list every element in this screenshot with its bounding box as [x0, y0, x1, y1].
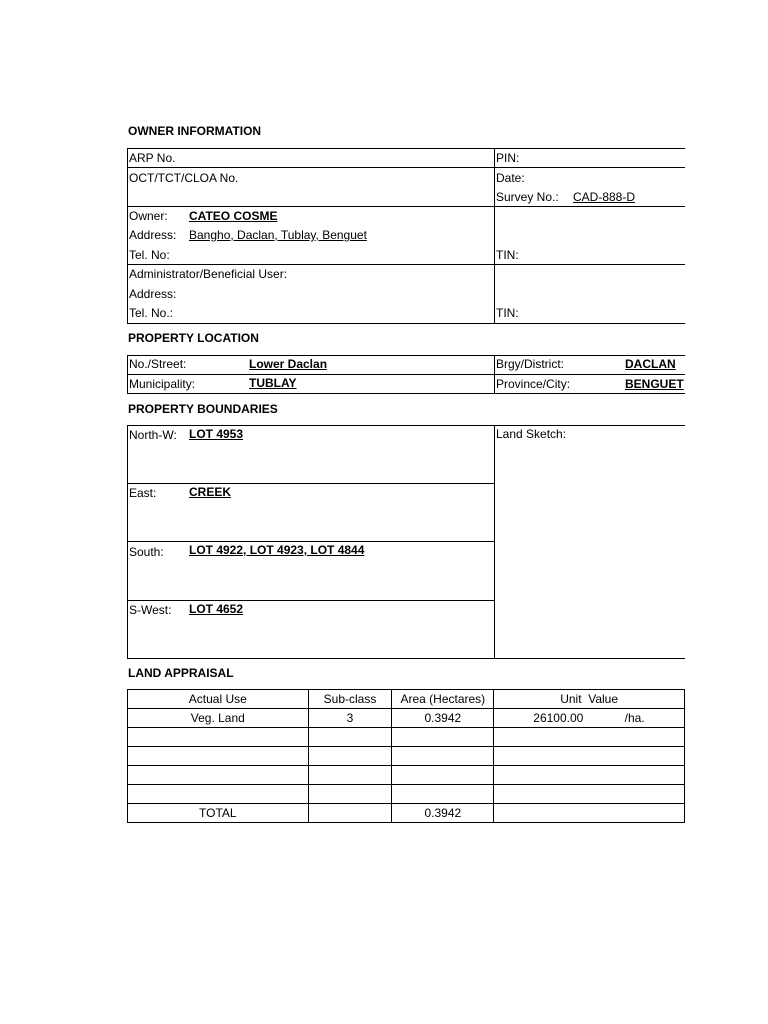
owner-address-value: Bangho, Daclan, Tublay, Benguet [189, 228, 367, 242]
table-row [128, 747, 685, 766]
boundary-east-label: East: [129, 486, 157, 500]
header-sub-class: Sub-class [308, 690, 392, 709]
province-label: Province/City: [496, 377, 571, 391]
survey-label: Survey No.: [496, 190, 559, 204]
table-row [128, 709, 685, 728]
boundary-row-line [127, 483, 495, 484]
appraisal-header-row [128, 690, 685, 709]
total-label: TOTAL [128, 804, 309, 823]
empty-cell [494, 728, 685, 747]
empty-cell [494, 747, 685, 766]
empty-cell [308, 766, 392, 785]
municipality-label: Municipality: [129, 377, 196, 391]
oct-tct-cloa-label: OCT/TCT/CLOA No. [129, 171, 239, 185]
property-boundaries-box [127, 425, 685, 659]
owner-tel-label: Tel. No: [129, 248, 170, 262]
boundary-southwest-label: S-West: [129, 603, 172, 617]
boundary-east-value: CREEK [189, 485, 232, 499]
boundaries-box-divider [494, 425, 495, 659]
table-row [128, 785, 685, 804]
arp-label: ARP No. [129, 151, 176, 165]
empty-cell [308, 747, 392, 766]
unit-value-amount: 26100.00 [533, 711, 584, 725]
boundary-north-label: North-W: [129, 428, 177, 442]
boundary-row-line [127, 541, 495, 542]
empty-cell [308, 785, 392, 804]
administrator-label: Administrator/Beneficial User: [129, 267, 288, 281]
brgy-label: Brgy/District: [496, 357, 565, 371]
street-label: No./Street: [129, 357, 187, 371]
administrator-tin-label: TIN: [496, 306, 519, 320]
owner-row-line [127, 167, 685, 168]
date-label: Date: [496, 171, 525, 185]
owner-row-line [127, 206, 685, 207]
location-row-line [127, 374, 685, 375]
empty-cell [128, 747, 309, 766]
land-sketch-label: Land Sketch: [496, 427, 567, 441]
empty-cell [128, 728, 309, 747]
empty-cell [494, 785, 685, 804]
empty-cell [128, 785, 309, 804]
street-value: Lower Daclan [249, 357, 328, 371]
owner-information-title: OWNER INFORMATION [128, 124, 262, 138]
header-actual-use: Actual Use [128, 690, 309, 709]
owner-value: CATEO COSME [189, 209, 278, 223]
empty-cell [494, 804, 685, 823]
owner-row-line [127, 264, 685, 265]
empty-cell [308, 804, 392, 823]
total-row [128, 804, 685, 823]
empty-cell [392, 728, 494, 747]
empty-cell [392, 747, 494, 766]
owner-tin-label: TIN: [496, 248, 519, 262]
land-appraisal-table [127, 689, 685, 823]
empty-cell [128, 766, 309, 785]
owner-box-divider [494, 148, 495, 324]
survey-value: CAD-888-D [573, 190, 636, 204]
land-appraisal-title: LAND APPRAISAL [128, 666, 234, 680]
cell-area: 0.3942 [392, 709, 494, 728]
property-boundaries-title: PROPERTY BOUNDARIES [128, 402, 278, 416]
owner-label: Owner: [129, 209, 168, 223]
boundary-north-value: LOT 4953 [189, 427, 244, 441]
boundary-southwest-value: LOT 4652 [189, 602, 244, 616]
boundary-south-label: South: [129, 545, 164, 559]
header-area: Area (Hectares) [392, 690, 494, 709]
unit-value-unit: /ha. [624, 711, 645, 725]
cell-actual-use: Veg. Land [128, 709, 309, 728]
empty-cell [392, 766, 494, 785]
boundary-row-line [127, 600, 495, 601]
header-unit-value: Unit Value [494, 690, 685, 709]
property-location-title: PROPERTY LOCATION [128, 331, 259, 345]
municipality-value: TUBLAY [249, 376, 297, 390]
empty-cell [308, 728, 392, 747]
brgy-value: DACLAN [625, 357, 676, 371]
pin-label: PIN: [496, 151, 520, 165]
empty-cell [494, 766, 685, 785]
owner-address-label: Address: [129, 228, 177, 242]
administrator-tel-label: Tel. No.: [129, 306, 174, 320]
administrator-address-label: Address: [129, 287, 177, 301]
cell-sub-class: 3 [308, 709, 392, 728]
table-row [128, 728, 685, 747]
total-area: 0.3942 [392, 804, 494, 823]
empty-cell [392, 785, 494, 804]
province-value: BENGUET [625, 377, 684, 391]
cell-unit-value [494, 709, 685, 728]
boundary-south-value: LOT 4922, LOT 4923, LOT 4844 [189, 543, 365, 557]
table-row [128, 766, 685, 785]
